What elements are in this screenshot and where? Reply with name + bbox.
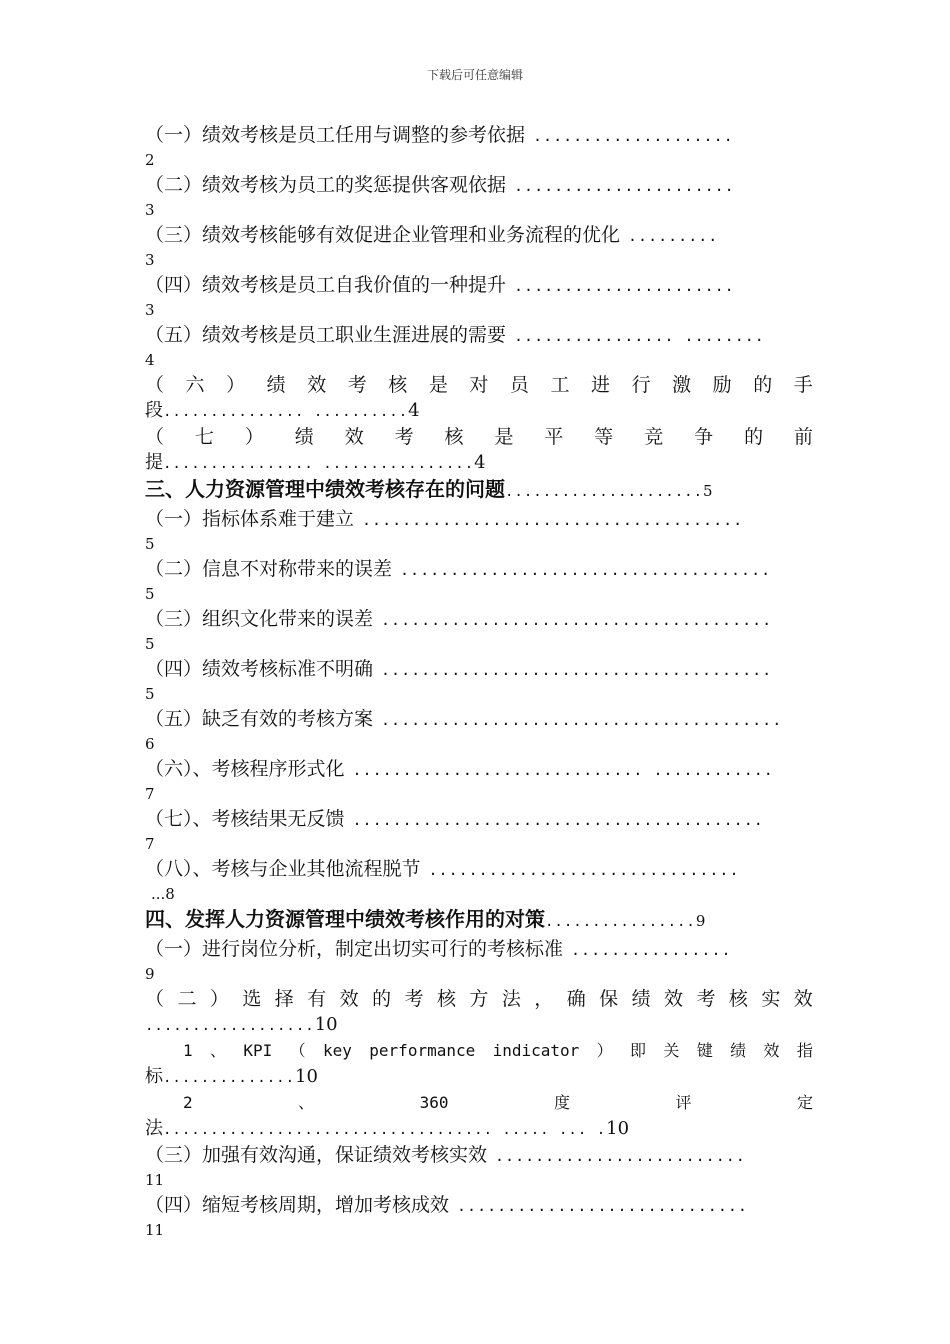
toc-char: 前 — [793, 426, 813, 448]
toc-leader-dots: .................... — [533, 127, 734, 145]
toc-word: 指 — [796, 1041, 813, 1060]
toc-char: 平 — [544, 426, 564, 448]
toc-entry-title: （六）、考核程序形式化 — [145, 758, 345, 780]
toc-entry[interactable] — [145, 320, 813, 370]
toc-word: 360 — [419, 1093, 449, 1112]
toc-entry-continuation — [145, 1014, 813, 1036]
toc-leader-dots: ................ ................ — [163, 456, 475, 472]
toc-char: 方 — [469, 988, 489, 1010]
toc-page-number: 3 — [145, 251, 155, 269]
toc-char: 工 — [550, 374, 570, 396]
toc-entry-continuation — [145, 1066, 813, 1088]
toc-entry-title: （五）缺乏有效的考核方案 — [145, 708, 374, 730]
toc-entry-line — [145, 804, 813, 834]
toc-entry[interactable] — [145, 220, 813, 270]
toc-char: 核 — [436, 988, 456, 1010]
toc-entry[interactable] — [145, 1036, 813, 1088]
toc-leader-dots: ................ — [571, 941, 732, 959]
toc-entry-title: （七）、考核结果无反馈 — [145, 808, 345, 830]
toc-entry[interactable] — [145, 554, 813, 604]
toc-entry[interactable] — [145, 422, 813, 474]
toc-char: 的 — [753, 374, 773, 396]
toc-char: 效 — [307, 374, 327, 396]
toc-char: 绩 — [266, 374, 286, 396]
toc-leader-dots: .............. — [163, 1070, 296, 1086]
toc-entry[interactable] — [145, 1088, 813, 1140]
toc-char: 保 — [599, 988, 619, 1010]
toc-entry-line — [145, 754, 813, 784]
toc-word: 、 — [210, 1041, 227, 1060]
toc-leader-dots: ...................... — [514, 177, 735, 195]
toc-entry[interactable] — [145, 754, 813, 804]
toc-word: 关 — [663, 1041, 680, 1060]
toc-word: indicator — [492, 1041, 580, 1060]
toc-char: 等 — [594, 426, 614, 448]
toc-char: 效 — [664, 988, 684, 1010]
toc-char: 是 — [428, 374, 448, 396]
toc-entry-line — [145, 854, 813, 884]
toc-char: 法 — [501, 988, 521, 1010]
toc-entry-line — [145, 270, 813, 300]
toc-entry[interactable] — [145, 270, 813, 320]
toc-entry-title: （四）绩效考核标准不明确 — [145, 658, 374, 680]
toc-leader-dots: ................ — [545, 914, 696, 930]
toc-char: 绩 — [631, 988, 651, 1010]
toc-page-number: 5 — [145, 635, 155, 653]
toc-char: 选 — [242, 988, 262, 1010]
toc-entry-line — [145, 554, 813, 584]
toc-word: 1 — [183, 1041, 193, 1060]
toc-char: 员 — [509, 374, 529, 396]
toc-char: （ — [145, 426, 165, 448]
toc-word: 绩 — [730, 1041, 747, 1060]
toc-continuation-text: 段 — [145, 400, 163, 421]
toc-section-heading — [145, 474, 813, 504]
toc-leader-dots: ...................................... — [362, 511, 744, 529]
toc-leader-dots: ............... .......... — [163, 404, 409, 420]
toc-leader-dots: ...................... — [514, 277, 735, 295]
toc-leader-dots: ......................... — [495, 1147, 746, 1165]
toc-page-number: 9 — [695, 912, 706, 930]
toc-entry-title: （四）缩短考核周期，增加考核成效 — [145, 1194, 450, 1216]
toc-leader-dots: .................. — [145, 1018, 315, 1034]
toc-char: 有 — [307, 988, 327, 1010]
toc-page-number: 7 — [145, 835, 155, 853]
toc-leader-dots: ......................................... — [352, 811, 764, 829]
toc-entry[interactable] — [145, 704, 813, 754]
toc-word: 评 — [675, 1093, 692, 1112]
toc-char: 效 — [339, 988, 359, 1010]
toc-char: 实 — [761, 988, 781, 1010]
toc-entry-line — [145, 1190, 813, 1220]
toc-char: 核 — [388, 374, 408, 396]
toc-char: 竞 — [644, 426, 664, 448]
toc-char: 效 — [793, 988, 813, 1010]
toc-entry-line — [145, 1036, 813, 1066]
toc-page-number: 7 — [145, 785, 155, 803]
toc-char: 考 — [347, 374, 367, 396]
toc-leader-dots: ......... — [628, 227, 719, 245]
toc-page-number: 3 — [145, 201, 155, 219]
toc-char: 进 — [591, 374, 611, 396]
toc-page-number: 11 — [145, 1171, 165, 1189]
toc-entry[interactable] — [145, 984, 813, 1036]
toc-char: 六 — [185, 374, 205, 396]
toc-page-number: 3 — [145, 301, 155, 319]
toc-char: ） — [244, 426, 264, 448]
toc-page-number: 4 — [408, 400, 420, 421]
toc-char: 核 — [728, 988, 748, 1010]
toc-word: key — [323, 1041, 352, 1060]
toc-char: ） — [226, 374, 246, 396]
toc-entry-line — [145, 604, 813, 634]
toc-leader-dots: ................................... ..... ... . — [163, 1122, 607, 1138]
toc-entry-line — [145, 934, 813, 964]
toc-page-number: 10 — [314, 1014, 338, 1035]
toc-leader-dots: ........................................ — [381, 711, 783, 729]
toc-continuation-text: 法 — [145, 1118, 163, 1139]
page-header: 下载后可任意编辑 — [426, 68, 523, 82]
toc-page-number: 5 — [145, 535, 155, 553]
table-of-contents — [145, 120, 813, 1240]
toc-entry-line — [145, 220, 813, 250]
toc-entry-line — [145, 984, 813, 1014]
toc-char: 核 — [444, 426, 464, 448]
toc-char: 考 — [404, 988, 424, 1010]
toc-leader-dots: ..................................... — [400, 561, 772, 579]
toc-entry-title: （三）加强有效沟通，保证绩效考核实效 — [145, 1144, 488, 1166]
toc-entry-title: （八）、考核与企业其他流程脱节 — [145, 858, 421, 880]
toc-entry-line — [145, 370, 813, 400]
toc-char: 效 — [344, 426, 364, 448]
toc-entry-line — [145, 654, 813, 684]
toc-char: （ — [145, 988, 165, 1010]
toc-entry-line — [145, 1088, 813, 1118]
toc-word: （ — [289, 1041, 306, 1060]
toc-page-number: 4 — [474, 452, 486, 473]
toc-char: 励 — [712, 374, 732, 396]
toc-page-number: 9 — [145, 965, 155, 983]
toc-section-title: 四、发挥人力资源管理中绩效考核作用的对策 — [145, 907, 545, 931]
toc-page-number: 4 — [145, 351, 155, 369]
toc-continuation-text: 标 — [145, 1066, 163, 1087]
toc-char: ） — [209, 988, 229, 1010]
toc-word: 定 — [796, 1093, 813, 1112]
toc-page-number: 5 — [145, 585, 155, 603]
toc-entry-title: （一）指标体系难于建立 — [145, 508, 355, 530]
toc-entry-title: （三）绩效考核能够有效促进企业管理和业务流程的优化 — [145, 224, 621, 246]
toc-word: 2 — [183, 1093, 193, 1112]
toc-page-number: 2 — [145, 151, 155, 169]
toc-leader-dots: ................ ........ — [514, 327, 765, 345]
toc-entry[interactable] — [145, 170, 813, 220]
toc-leader-dots: ............................. — [457, 1197, 748, 1215]
toc-entry[interactable] — [145, 854, 813, 904]
toc-word: 即 — [630, 1041, 647, 1060]
toc-char: 争 — [694, 426, 714, 448]
toc-entry-line — [145, 120, 813, 150]
toc-entry-line — [145, 422, 813, 452]
toc-char: ， — [534, 988, 554, 1010]
toc-page-number: 10 — [295, 1066, 318, 1087]
toc-page-number: 5 — [145, 685, 155, 703]
toc-entry[interactable] — [145, 474, 813, 504]
toc-leader-dots: ..................... — [505, 484, 704, 500]
toc-word: 键 — [696, 1041, 713, 1060]
toc-char: 激 — [672, 374, 692, 396]
toc-word: 度 — [553, 1093, 570, 1112]
toc-section-title: 三、人力资源管理中绩效考核存在的问题 — [145, 477, 505, 501]
toc-page-number: ...8 — [151, 885, 175, 903]
toc-entry-title: （一）进行岗位分析，制定出切实可行的考核标准 — [145, 938, 564, 960]
toc-leader-dots: ....................................... — [381, 661, 773, 679]
toc-entry[interactable] — [145, 934, 813, 984]
toc-page-number: 11 — [145, 1221, 165, 1239]
toc-char: 手 — [793, 374, 813, 396]
toc-entry[interactable] — [145, 504, 813, 554]
toc-char: 的 — [744, 426, 764, 448]
toc-word: performance — [369, 1041, 476, 1060]
toc-entry[interactable] — [145, 1140, 813, 1190]
toc-entry-title: （三）组织文化带来的误差 — [145, 608, 374, 630]
toc-char: 七 — [194, 426, 214, 448]
toc-entry-line — [145, 170, 813, 200]
toc-leader-dots: ............................... — [428, 861, 740, 879]
toc-entry[interactable] — [145, 904, 813, 934]
toc-char: （ — [145, 374, 165, 396]
toc-entry[interactable] — [145, 804, 813, 854]
toc-entry[interactable] — [145, 604, 813, 654]
toc-entry-title: （二）绩效考核为员工的奖惩提供客观依据 — [145, 174, 507, 196]
toc-entry-continuation — [145, 1118, 813, 1140]
toc-entry-line — [145, 704, 813, 734]
toc-char: 绩 — [294, 426, 314, 448]
toc-char: 考 — [394, 426, 414, 448]
toc-entry-continuation — [145, 452, 813, 474]
toc-entry-title: （四）绩效考核是员工自我价值的一种提升 — [145, 274, 507, 296]
toc-word: 效 — [763, 1041, 780, 1060]
toc-char: 择 — [274, 988, 294, 1010]
toc-entry-line — [145, 504, 813, 534]
toc-section-heading — [145, 904, 813, 934]
toc-word: KPI — [243, 1041, 273, 1060]
toc-entry[interactable] — [145, 120, 813, 170]
toc-char: 确 — [566, 988, 586, 1010]
toc-leader-dots: ............................. ............ — [352, 761, 774, 779]
toc-page-number: 10 — [606, 1118, 630, 1139]
toc-entry-line — [145, 1140, 813, 1170]
toc-page-number: 5 — [703, 482, 713, 500]
toc-continuation-text: 提 — [145, 452, 163, 473]
toc-entry-line — [145, 320, 813, 350]
toc-char: 二 — [177, 988, 197, 1010]
toc-char: 是 — [494, 426, 514, 448]
toc-entry[interactable] — [145, 1190, 813, 1240]
toc-entry-title: （一）绩效考核是员工任用与调整的参考依据 — [145, 124, 526, 146]
toc-word: ） — [596, 1041, 613, 1060]
toc-entry-title: （二）信息不对称带来的误差 — [145, 558, 393, 580]
toc-entry[interactable] — [145, 654, 813, 704]
toc-page-number: 6 — [145, 735, 155, 753]
toc-char: 的 — [372, 988, 392, 1010]
toc-char: 行 — [631, 374, 651, 396]
toc-leader-dots: ....................................... — [381, 611, 773, 629]
toc-entry-title: （五）绩效考核是员工职业生涯进展的需要 — [145, 324, 507, 346]
toc-entry[interactable] — [145, 370, 813, 422]
toc-char: 对 — [469, 374, 489, 396]
toc-char: 考 — [696, 988, 716, 1010]
toc-word: 、 — [298, 1093, 315, 1112]
toc-entry-continuation — [145, 400, 813, 422]
